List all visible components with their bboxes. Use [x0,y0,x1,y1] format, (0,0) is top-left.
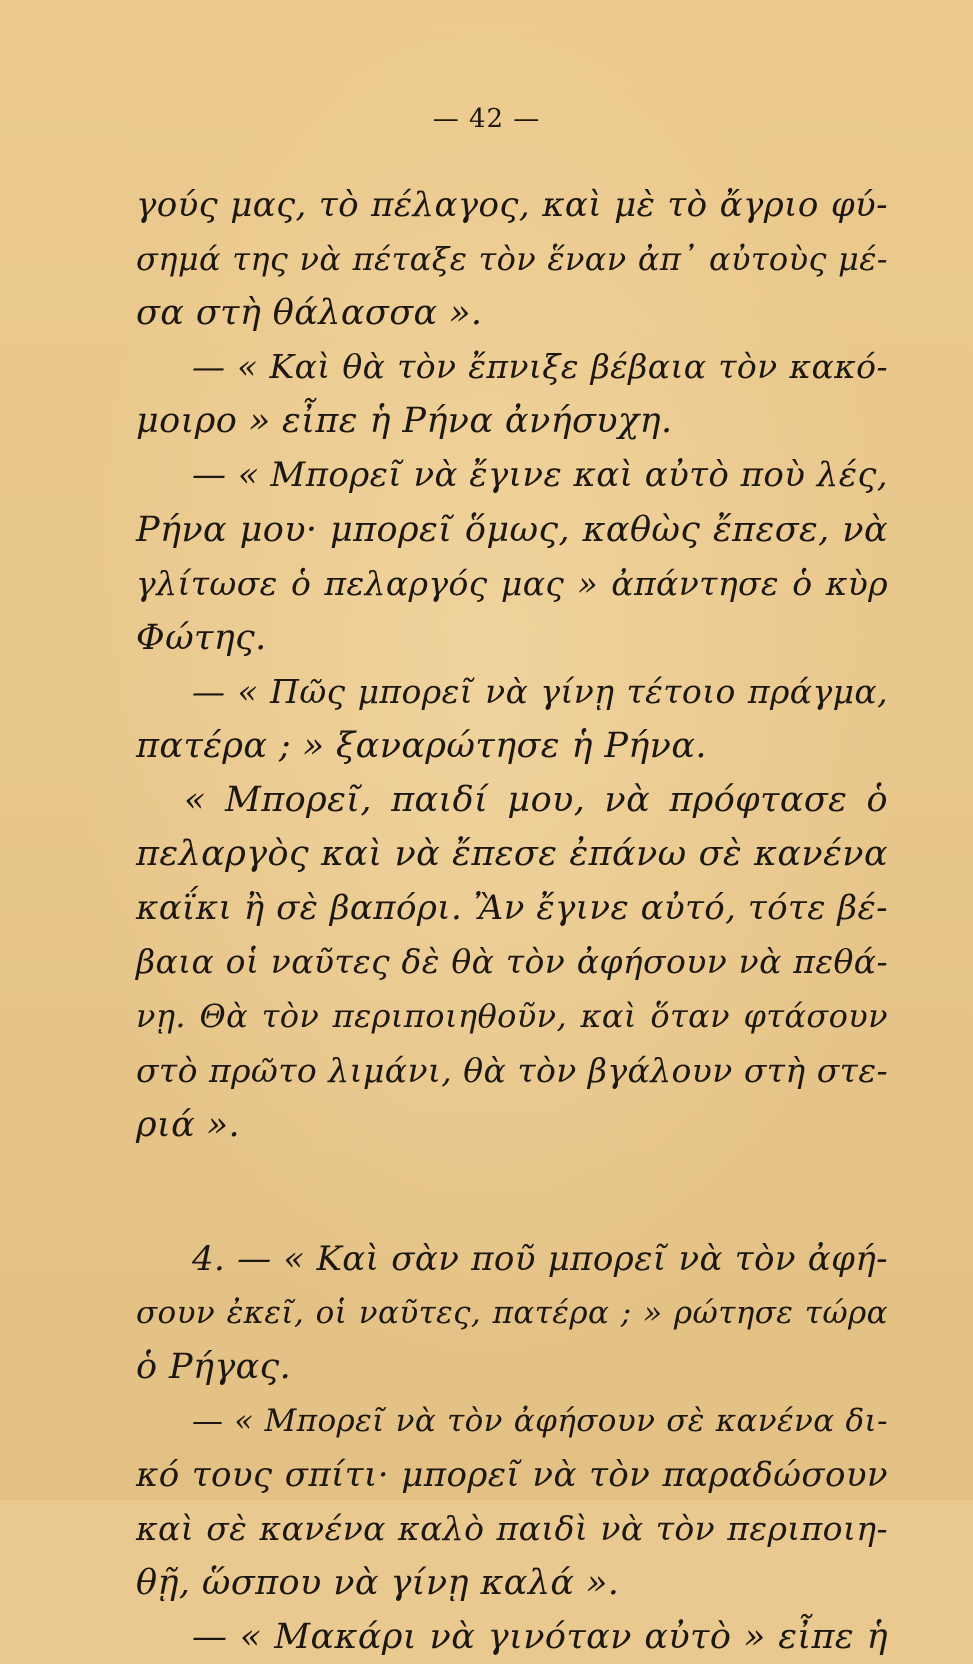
text-line: μοιρο » εἶπε ἡ Ρήνα ἀνήσυχη. [136,401,673,442]
text-line: σα στὴ θάλασσα ». [136,293,483,334]
text-line: 4. — « Καὶ σὰν ποῦ μπορεῖ νὰ τὸν ἀφή- [192,1238,888,1279]
text-line: νῃ. Θὰ τὸν περιποιηθοῦν, καὶ ὅταν φτάσουν [136,997,888,1036]
text-line: ὁ Ρήγας. [136,1346,292,1387]
text-line: — « Μακάρι νὰ γινόταν αὐτὸ » εἶπε ἡ [192,1617,888,1658]
text-line: Ρήνα μου· μπορεῖ ὅμως, καθὼς ἔπεσε, νὰ [136,509,888,550]
text-line: — « Πῶς μπορεῖ νὰ γίνῃ τέτοιο πράγμα, [192,671,888,711]
text-line: Φώτης. [136,617,267,658]
text-line: πατέρα ; » ξαναρώτησε ἡ Ρήνα. [136,725,707,766]
text-line: — « Καὶ θὰ τὸν ἔπνιξε βέβαια τὸν κακό- [192,347,888,387]
text-line: καΐκι ἢ σὲ βαπόρι. Ἂν ἔγινε αὐτό, τότε βέ- [136,888,888,929]
text-line: γούς μας, τὸ πέλαγος, καὶ μὲ τὸ ἄγριο φύ- [136,185,888,225]
text-line: κό τους σπίτι· μπορεῖ νὰ τὸν παραδώσουν [136,1455,888,1496]
text-line: — « Μπορεῖ νὰ τὸν ἀφήσουν σὲ κανένα δι- [192,1402,888,1439]
body-text [136,178,888,1664]
text-line: ριά ». [136,1104,240,1145]
text-line: πελαργὸς καὶ νὰ ἔπεσε ἐπάνω σὲ κανένα [136,834,888,875]
page-number: — 42 — [432,104,541,134]
text-line: « Μπορεῖ, παιδί μου, νὰ πρόφτασε ὁ [184,780,888,821]
text-line: σουν ἐκεῖ, οἱ ναῦτες, πατέρα ; » ρώτησε τώρα [136,1294,888,1331]
text-line: βαια οἱ ναῦτες δὲ θὰ τὸν ἀφήσουν νὰ πεθά- [136,942,888,982]
text-line: θῇ, ὥσπου νὰ γίνῃ καλά ». [136,1563,620,1604]
text-line: γλίτωσε ὁ πελαργός μας » ἀπάντησε ὁ κὺρ [136,563,888,603]
text-line: — « Μπορεῖ νὰ ἔγινε καὶ αὐτὸ ποὺ λές, [192,455,888,496]
text-line: σημά της νὰ πέταξε τὸν ἕναν ἀπ᾽ αὐτοὺς μέ- [136,240,888,279]
text-line: καὶ σὲ κανένα καλὸ παιδὶ νὰ τὸν περιποιη- [136,1509,888,1549]
section-gap [136,1152,888,1232]
text-line: στὸ πρῶτο λιμάνι, θὰ τὸν βγάλουν στὴ στε- [136,1050,888,1090]
